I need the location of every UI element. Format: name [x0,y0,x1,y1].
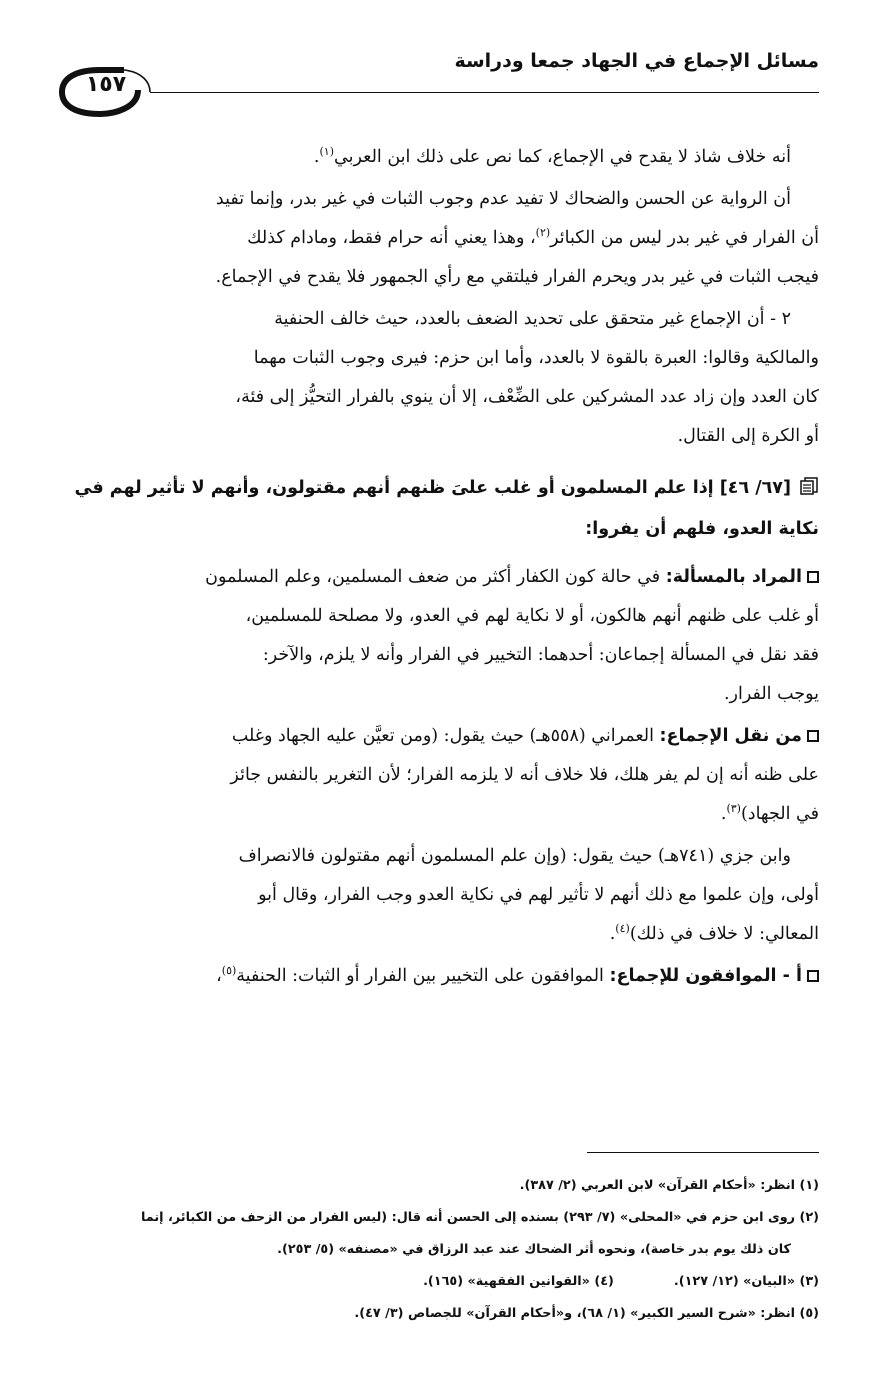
footnote-continuation: كان ذلك يوم بدر خاصة)، ونحوه أثر الضحاك عند عبد الرزاق في «مصنفه» (٥/ ٢٥٣). [277,1242,791,1257]
footnote: (٣) «البيان» (١٢/ ١٢٧). [673,1274,819,1289]
square-bullet-icon [807,571,819,583]
paragraph [59,558,819,714]
text-line [59,717,819,756]
text-line: كان العدد وإن زاد عدد المشركين على الضِّعْف، إلا أن ينوي بالفرار التحيُّز إلى فئة، [235,387,819,407]
text-run: . [609,924,616,944]
text-run: ، وهذا يعني أنه حرام فقط، ومادام كذلك [247,228,536,248]
text-line: فيجب الثبات في غير بدر ويحرم الفرار فيلتقي مع رأي الجمهور فلا يقدح في الإجماع. [215,267,819,287]
text-line: أولى، وإن علموا مع ذلك أنهم لا تأثير لهم في نكاية العدو وجب الفرار، وقال أبو [258,885,819,905]
text-line [59,558,819,597]
footnote-ref[interactable]: (٢) [535,226,551,240]
text-line [59,138,819,177]
text-line: نكاية العدو، فلهم أن يفروا: [585,519,819,539]
text-line: أو الكرة إلى القتال. [677,426,819,446]
paragraph [59,300,819,456]
footnote: (٥) انظر: «شرح السير الكبير» (١/ ٦٨)، و«أحكام القرآن» للجصاص (٣/ ٤٧). [354,1306,819,1321]
square-bullet-icon [807,730,819,742]
footnote: (١) انظر: «أحكام القرآن» لابن العربي (٢/ ٣٨٧). [519,1178,819,1193]
page-number: ١٥٧ [85,72,127,97]
text-line: ٢ - أن الإجماع غير متحقق على تحديد الضعف بالعدد، حيث خالف الحنفية [274,309,791,329]
paragraph [59,180,819,297]
running-title: مسائل الإجماع في الجهاد جمعا ودراسة [454,50,819,72]
text-line: والمالكية وقالوا: العبرة بالقوة لا بالعدد، وأما ابن حزم: فيرى وجوب الثبات مهما [253,348,819,368]
text-run: العمراني (٥٥٨هـ) حيث يقول: (ومن تعيَّن عليه الجهاد وغلب [231,726,654,746]
footnote-row [53,1266,819,1298]
text-run: الموافقون على التخيير بين الفرار أو الثبات: الحنفية [236,966,604,986]
text-line: على ظنه أنه إن لم يفر هلك، فلا خلاف أنه لا يلزمه الفرار؛ لأن التغرير بالنفس جائز [230,765,819,785]
text-run: المعالي: لا خلاف في ذلك) [629,924,819,944]
text-line: يوجب الفرار. [723,684,819,704]
footnote-ref[interactable]: (٤) [615,922,630,936]
text-line: أن الرواية عن الحسن والضحاك لا تفيد عدم وجوب الثبات في غير بدر، وإنما تفيد [215,189,791,209]
paragraph [59,837,819,954]
text-line [59,219,819,258]
page-number-frame [54,62,152,118]
text-run: في الجهاد) [740,804,819,824]
footnotes [53,1170,819,1330]
text-line [59,915,819,954]
footnote: (٢) روى ابن حزم في «المحلى» (٧/ ٢٩٣) بسنده إلى الحسن أنه قال: (ليس الفرار من الزحف من الكبائر، إنما [140,1210,819,1225]
text-run: أنه خلاف شاذ لا يقدح في الإجماع، كما نص على ذلك ابن العربي [334,147,791,167]
stacked-pages-icon [799,476,819,496]
paragraph [59,957,819,996]
footnote: (٤) «القوانين الفقهية» (١٦٥). [423,1274,614,1289]
square-bullet-icon [807,970,819,982]
paragraph [59,138,819,177]
text-run: أن الفرار في غير بدر ليس من الكبائر [550,228,819,248]
footnote-ref[interactable]: (٥) [221,964,237,978]
text-line: أو غلب على ظنهم أنهم هالكون، أو لا نكاية لهم في العدو، ولا مصلحة للمسلمين، [245,606,819,626]
text-run: . [720,804,727,824]
text-line [59,957,819,996]
section-label: أ - الموافقون للإجماع: [609,966,802,986]
text-run: . [313,147,320,167]
text-line [59,468,819,509]
footnote-ref[interactable]: (١) [319,145,335,159]
paragraph [59,717,819,834]
text-run: ، [216,966,222,986]
header-rule [150,92,819,93]
text-line [59,795,819,834]
footnote-separator [587,1152,819,1153]
footnote-ref[interactable]: (٣) [726,802,741,816]
issue-title: [٦٧/ ٤٦] إذا علم المسلمون أو غلب علىَ ظنهم أنهم مقتولون، وأنهم لا تأثير لهم في [74,478,791,498]
page-header [0,0,885,120]
text-line: فقد نقل في المسألة إجماعان: أحدهما: التخيير في الفرار وأنه لا يلزم، والآخر: [262,645,819,665]
text-run: في حالة كون الكفار أكثر من ضعف المسلمين، وعلم المسلمون [205,567,661,587]
main-text [59,138,819,999]
section-label: من نقل الإجماع: [659,726,802,746]
text-line: وابن جزي (٧٤١هـ) حيث يقول: (وإن علم المسلمون أنهم مقتولون فالانصراف [238,846,791,866]
section-label: المراد بالمسألة: [665,567,802,587]
issue-heading [59,468,819,550]
